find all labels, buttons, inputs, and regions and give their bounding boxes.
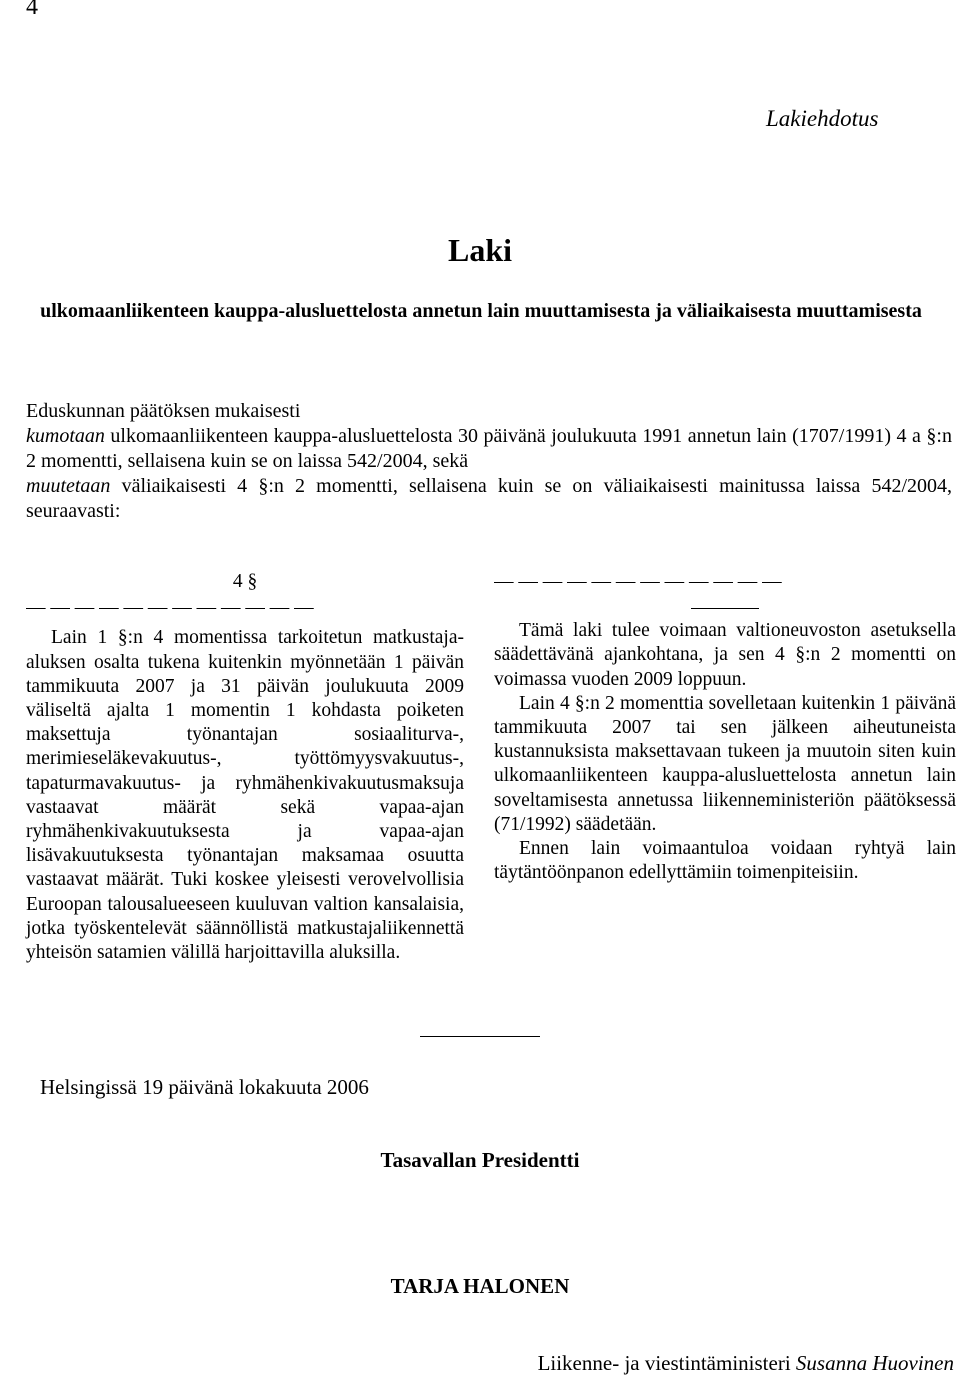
document-type-label: Lakiehdotus — [766, 106, 879, 131]
divider-rule — [691, 608, 759, 609]
minister-signature — [538, 1351, 954, 1376]
muutetaan-text: väliaikaisesti 4 §:n 2 momentti, sellaisena kuin se on väliaikaisesti mainitussa laissa 542/2004, seuraavasti: — [26, 475, 952, 522]
minister-role: Liikenne- ja viestintäministeri — [537, 1351, 791, 1375]
end-divider-rule — [420, 1036, 540, 1037]
law-subtitle: ulkomaanliikenteen kauppa-alusluettelosta annetun lain muuttamisesta ja väliaikaisesta muuttamisesta — [40, 300, 922, 322]
page-number: 4 — [26, 0, 38, 20]
kumotaan-keyword: kumotaan — [26, 425, 105, 447]
omission-dashes: — — — — — — — — — — — — — [26, 597, 314, 619]
law-title: Laki — [447, 232, 513, 268]
preamble-kumotaan-clause — [26, 424, 952, 474]
right-column — [494, 570, 956, 885]
entry-into-force-paragraph: Tämä laki tulee voimaan valtioneuvoston asetuksella säädettävänä ajankohtana, ja sen 4 §:n 2 momentti on voimassa vuoden 2009 loppuun. — [494, 620, 956, 690]
signer-name: TARJA HALONEN — [390, 1274, 570, 1298]
omission-dashes: — — — — — — — — — — — — — [494, 571, 782, 592]
minister-name: Susanna Huovinen — [795, 1351, 954, 1375]
kumotaan-text: ulkomaanliikenteen kauppa-alusluettelosta 30 päivänä joulukuuta 1991 annetun lain (1707/1991) 4 a §:n 2 momentti, sellaisena kuin se on laissa 542/2004, sekä — [26, 425, 952, 472]
muutetaan-keyword: muutetaan — [26, 475, 111, 497]
place-and-date: Helsingissä 19 päivänä lokakuuta 2006 — [40, 1075, 369, 1099]
section-body: Lain 1 §:n 4 momentissa tarkoitetun matkustaja-aluksen osalta tukena kuitenkin myönnetään 1 päivän tammikuuta 2007 ja 31 päivän joulukuuta 2009 väliseltä ajalta 1 momentin 1 kohdasta poiketen maksettuja työnantajan sosiaaliturva-, merimieseläkevakuutus-, työttömyysvakuutus-, tapaturmavakuutus- ja ryhmähenkivakuutusmaksuja vastaavat määrät sekä vapaa-ajan ryhmähenkivakuutuksesta ja vapaa-ajan lisävakuutuksesta työnantajan maksamaa osuutta vastaavat määrät. Tuki koskee yleisesti verovelvollisia Euroopan talousalueeseen kuuluvan valtion kansalaisia, jotka työskentelevät säännöllistä matkustajaliikennettä yhteisön satamien välillä harjoittavilla aluksilla. — [26, 627, 464, 964]
preamble-muutetaan-clause — [26, 474, 952, 524]
implementation-paragraph: Ennen lain voimaantuloa voidaan ryhtyä lain täytäntöönpanon edellyttämiin toimenpiteisiin. — [494, 838, 956, 884]
preamble — [26, 399, 952, 524]
signer-title: Tasavallan Presidentti — [380, 1148, 580, 1172]
preamble-intro: Eduskunnan päätöksen mukaisesti — [26, 400, 301, 422]
section-number: 4 § — [232, 571, 258, 592]
left-column — [26, 570, 464, 965]
application-paragraph: Lain 4 §:n 2 momenttia sovelletaan kuitenkin 1 päivänä tammikuuta 2007 tai sen jälkeen aiheutuneista kustannuksista maksettavaan tukeen ja muutoin siten kuin ulkomaanliikenteen kauppa-alusluettelosta annetun lain soveltamisesta annetussa liikenneministeriön päätöksessä (71/1992) säädetään. — [494, 692, 956, 835]
